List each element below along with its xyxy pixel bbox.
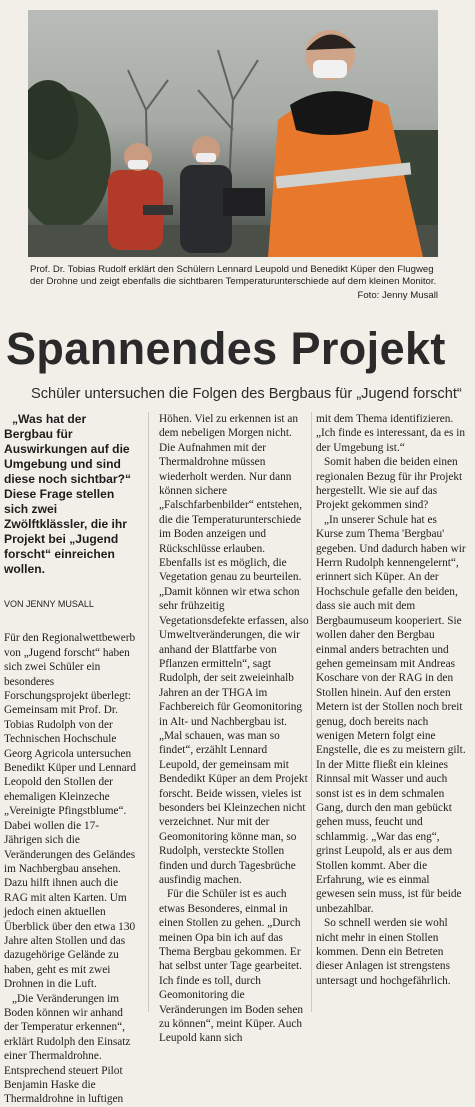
subheadline: Schüler untersuchen die Folgen des Bergbaus für „Jugend forscht“: [31, 386, 462, 402]
body-paragraph: Für den Regionalwettbewerb von „Jugend forscht“ haben sich zwei Schüler ein besonderes Forschungsprojekt überlegt: Gemeinsam mit Prof. Dr. Tobias Rudolph von der Technischen Hochschule Georg Agricola untersuchen Benedikt Küper und Lennard Leopold den Stollen der ehemaligen Kleinzeche „Vereinigte Pfingstblume“. Dabei wollen die 17-Jährigen sich die Veränderungen des Geländes im Nachbergbau ansehen. Dazu hilft ihnen auch die RAG mit alten Karten. Um jedoch einen aktuellen Überblick über den etwa 130 Jahre alten Stollen und das dazugehörige Gelände zu haben, geht es mit zwei Drohnen in die Luft.: [4, 632, 137, 991]
body-paragraph: So schnell werden sie wohl nicht mehr in einen Stollen kommen. Denn ein Betreten dieser Anlagen ist strengstens untersagt und hochgefährlich.: [316, 917, 451, 987]
body-paragraph: Höhen. Viel zu erkennen ist an dem nebeligen Morgen nicht. Die Aufnahmen mit der Thermaldrohne müssen wiederholt werden. Nur dann können sichere „Falschfarbenbilder“ entstehen, die die Temperaturunterschiede im Boden anzeigen und Rückschlüsse erlauben. Ebenfalls ist es möglich, die Vegetation genau zu beurteilen. „Damit können wir etwa schon sehr frühzeitig Vegetationsdefekte erfassen, also Umweltveränderungen, die wir anhand der Blattfarbe von Pflanzen ermitteln“, sagt Rudolph, der seit zweieinhalb Jahren an der THGA im Fachbereich für Geomonitoring in Alt- und Nachbergbau ist. „Mal schauen, was man so findet“, erzählt Lennard Leupold, der gemeinsam mit Bendedikt Küper an dem Projekt forscht. Beide wissen, vieles ist besonders bei Kleinzechen nicht verzeichnet. Nur mit der Geomonitoring könne man, so Rudolph, versteckte Stollen finden und durch Tagesbrüche ausfindig machen.: [159, 413, 309, 886]
photo-credit: Foto: Jenny Musall: [357, 290, 438, 301]
headline: Spannendes Projekt: [6, 323, 446, 374]
author-byline: VON JENNY MUSALL: [4, 599, 94, 609]
column-divider: [148, 412, 149, 1012]
article-column-1: [4, 412, 137, 1107]
photo-illustration: [28, 10, 438, 257]
body-paragraph: Somit haben die beiden einen regionalen Bezug für ihr Projekt hergestellt. Wie sie auf das Projekt gekommen sind?: [316, 456, 463, 512]
body-paragraph: mit dem Thema identifizieren. „Ich finde es interessant, da es in der Umgebung ist.“: [316, 413, 465, 454]
lead-paragraph: „Was hat der Bergbau für Auswirkungen auf die Umgebung und sind diese noch sichtbar?“ Diese Frage stellen sich zwei Zwölftklässler, die ihr Projekt bei „Jugend forscht“ einreichen wollen.: [4, 412, 132, 576]
body-paragraph: Für die Schüler ist es auch etwas Besonderes, einmal in einen Stollen zu gehen. „Durch meinen Opa bin ich auf das Thema Bergbau gekommen. Er hat selbst unter Tage gearbeitet. Ich finde es toll, durch Geomonitoring die Veränderungen im Boden sehen zu können“, meint Küper. Auch Leupold kann sich: [159, 888, 303, 1045]
article-column-3: [316, 412, 466, 988]
article-photo: [28, 10, 438, 257]
body-paragraph: „Die Veränderungen im Boden können wir anhand der Temperatur erkennen“, erklärt Rudolph den Einsatz einer Thermaldrohne. Entsprechend steuert Pilot Benjamin Haske die Thermaldrohne in luftigen: [4, 992, 131, 1106]
body-paragraph: „In unserer Schule hat es Kurse zum Thema 'Bergbau' gegeben. Und dadurch haben wir Herrn Rudolph kennengelernt“, erinnert sich Küper. An der Hochschule gefalle den beiden, dass sie auch mit dem Bergbaumuseum kooperiert. Sie wollen daher den Bergbau einmal anders betrachten und gehen gemeinsam mit Andreas Koschare von der RAG in den Stollen hinein. Auf den ersten Metern ist der Stollen noch breit genug, doch bereits nach wenigen Metern folgt eine Engstelle, die es zu meistern gilt. In der Mitte fließt ein kleines Rinnsal mit Wasser und auch sonst ist es in dem schmalen Gang, durch den man gebückt gehen muss, feucht und schlammig. „War das eng“, grinst Leupold, als er aus dem Stollen kommt. Aber die Erfahrung, wie es einmal gewesen sein muss, ist für beide unbezahlbar.: [316, 513, 466, 915]
column-divider: [311, 412, 312, 1012]
article-column-2: [159, 412, 309, 1046]
photo-caption: Prof. Dr. Tobias Rudolf erklärt den Schülern Lennard Leupold und Benedikt Küper den Flugweg der Drohne und zeigt ebenfalls die sichtbaren Temperaturunterschiede auf dem kleinen Monitor.: [30, 264, 437, 288]
